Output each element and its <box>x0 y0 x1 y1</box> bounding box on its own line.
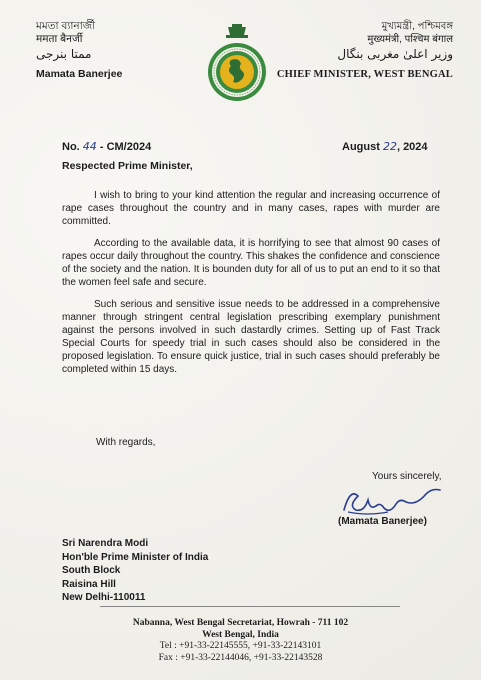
footer-address-line: Nabanna, West Bengal Secretariat, Howrah - 711 102 <box>132 618 349 628</box>
office-title-english: CHIEF MINISTER, WEST BENGAL <box>276 69 453 80</box>
date-handwritten-day: 22 <box>382 140 397 153</box>
footer-telephone: Tel : +91-33-22145555, +91-33-22143101 <box>159 641 322 651</box>
sender-name-bengali: মমতা ব্যানার্জী <box>36 20 96 32</box>
recipient-line: Raisina Hill <box>62 578 116 590</box>
recipient-line: Hon'ble Prime Minister of India <box>62 551 209 563</box>
office-title-urdu: وزیر اعلیٰ مغربی بنگال <box>337 47 453 61</box>
reference-number <box>62 140 151 153</box>
recipient-line: New Delhi-110011 <box>62 592 146 603</box>
letterhead-footer <box>0 618 481 664</box>
recipient-address <box>62 537 208 605</box>
sender-name-english: Mamata Banerjee <box>36 68 123 80</box>
sender-name-hindi: ममता बैनर्जी <box>36 33 83 45</box>
footer-fax: Fax : +91-33-22144046, +91-33-22143528 <box>158 652 323 663</box>
date-year: , 2024 <box>396 141 428 153</box>
recipient-line: Sri Narendra Modi <box>62 538 149 549</box>
reference-handwritten-number: 44 <box>82 140 97 153</box>
sender-header <box>36 20 122 81</box>
reference-suffix: - CM/2024 <box>99 141 152 153</box>
footer-address-line: West Bengal, India <box>202 629 279 640</box>
salutation: Respected Prime Minister, <box>62 160 193 172</box>
footer-divider <box>100 606 400 607</box>
closing-regards: With regards, <box>96 437 156 448</box>
reference-prefix: No. <box>62 141 80 153</box>
office-title-bengali: মুখ্যমন্ত্রী, পশ্চিমবঙ্গ <box>381 21 453 32</box>
signatory-name: (Mamata Banerjee) <box>338 516 427 527</box>
body-paragraph: I wish to bring to your kind attention the regular and increasing occurrence of rape cases throughout the country and in many cases, rapes with murder are committed. <box>62 190 440 227</box>
body-paragraph: According to the available data, it is horrifying to see that almost 90 cases of rapes occur daily throughout the country. This shakes the confidence and conscience of the society and the nation. It is bounden duty for all of us to put an end to it so that the women feel safe and secure. <box>62 238 440 288</box>
closing-yours-sincerely: Yours sincerely, <box>372 471 442 482</box>
date-month: August <box>342 141 380 153</box>
sender-name-urdu: ممتا بنرجی <box>36 47 92 61</box>
letter-date <box>342 140 428 153</box>
letter-body <box>62 189 440 385</box>
west-bengal-emblem-icon <box>204 22 270 104</box>
office-header <box>277 20 453 81</box>
recipient-line: South Block <box>62 565 121 576</box>
office-title-hindi: मुख्यमंत्री, पश्चिम बंगाल <box>367 34 453 45</box>
body-paragraph: Such serious and sensitive issue needs to be addressed in a comprehensive manner through stringent central legislation prescribing exemplary punishment against the persons involved in such dastardly crimes. Setting up of Fast Track Special Courts for speedy trial in such cases should also be considered in the proposed legislation. To ensure quick justice, trial in such cases should preferably be completed within 15 days. <box>62 299 440 375</box>
